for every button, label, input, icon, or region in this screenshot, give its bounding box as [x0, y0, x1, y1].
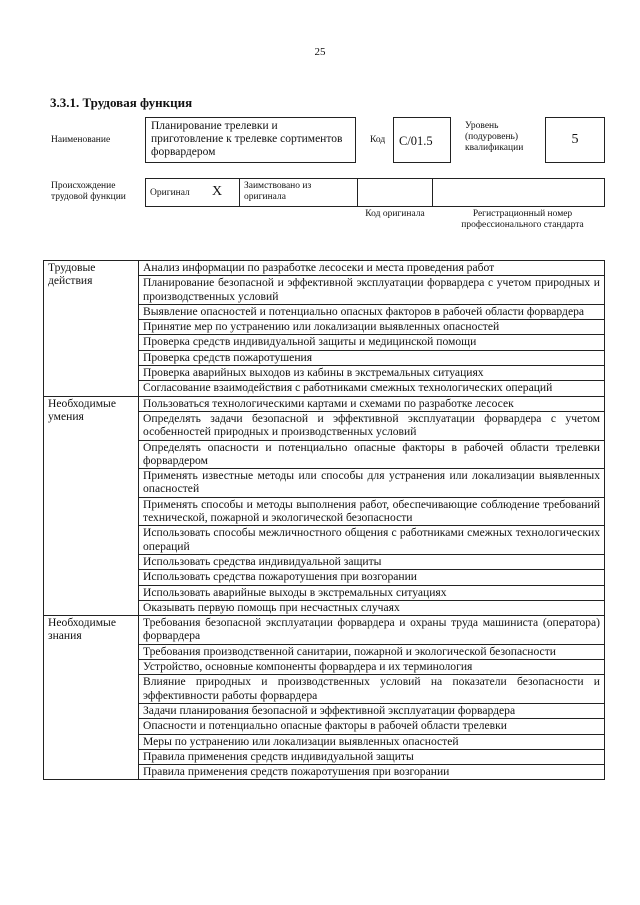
table-cell: Правила применения средств индивидуальной защиты: [139, 749, 605, 764]
code-value: С/01.5: [399, 134, 433, 148]
section-label: Необходимые знания: [44, 616, 139, 780]
table-cell: Задачи планирования безопасной и эффективной эксплуатации форвардера: [139, 703, 605, 718]
section-label: Трудовые действия: [44, 261, 139, 397]
table-cell: Выявление опасностей и потенциально опасных факторов в рабочей области форвардера: [139, 304, 605, 319]
table-cell: Требования производственной санитарии, пожарной и экологической безопасности: [139, 644, 605, 659]
table-cell: Меры по устранению или локализации выявленных опасностей: [139, 734, 605, 749]
origin-divider-1: [239, 178, 240, 207]
name-value-box: [145, 117, 356, 163]
level-value: 5: [571, 132, 579, 147]
reg-number-label: Регистрационный номер профессионального стандарта: [461, 209, 584, 230]
table-cell: Использовать средства пожаротушения при возгорании: [139, 570, 605, 585]
table-cell: Использовать способы межличностного общения с работниками смежных технологических операций: [139, 526, 605, 555]
table-cell: Планирование безопасной и эффективной эксплуатации форвардера с учетом природных и производственных условий: [139, 276, 605, 305]
table-cell: Влияние природных и производственных условий на показатели безопасности и эффективности работы форвардера: [139, 675, 605, 704]
table-cell: Применять известные методы или способы для устранения или локализации выявленных опасностей: [139, 469, 605, 498]
table-cell: Определять задачи безопасной и эффективной эксплуатации форвардера с учетом особенностей природных и производственных условий: [139, 411, 605, 440]
table-cell: Анализ информации по разработке лесосеки и места проведения работ: [139, 261, 605, 276]
table-row: [44, 616, 605, 645]
level-value-box: [545, 117, 605, 163]
code-label: Код: [370, 135, 386, 145]
table-row: [44, 261, 605, 276]
table-cell: Проверка аварийных выходов из кабины в экстремальных ситуациях: [139, 366, 605, 381]
table-cell: Проверка средств индивидуальной защиты и медицинской помощи: [139, 335, 605, 350]
table-cell: Оказывать первую помощь при несчастных случаях: [139, 600, 605, 615]
code-original-label: Код оригинала: [365, 209, 425, 219]
table-cell: Устройство, основные компоненты форвардера и их терминология: [139, 660, 605, 675]
table-cell: Использовать аварийные выходы в экстремальных ситуациях: [139, 585, 605, 600]
table-cell: Проверка средств пожаротушения: [139, 350, 605, 365]
table-cell: Правила применения средств пожаротушения при возгорании: [139, 765, 605, 780]
original-mark: X: [212, 184, 223, 199]
table-cell: Принятие мер по устранению или локализации выявленных опасностей: [139, 320, 605, 335]
level-label: Уровень (подуровень) квалификации: [465, 121, 524, 153]
code-value-box: [393, 117, 451, 163]
table-row: [44, 396, 605, 411]
original-label: Оригинал: [150, 188, 190, 198]
table-cell: Пользоваться технологическими картами и схемами по разработке лесосек: [139, 396, 605, 411]
table-cell: Применять способы и методы выполнения работ, обеспечивающие соблюдение требований технической, пожарной и экологической безопасности: [139, 497, 605, 526]
function-name: Планирование трелевки и приготовление к трелевке сортиментов форвардером: [151, 120, 343, 158]
table-cell: Опасности и потенциально опасные факторы в рабочей области трелевки: [139, 719, 605, 734]
table-cell: Использовать средства индивидуальной защиты: [139, 554, 605, 569]
table-cell: Определять опасности и потенциально опасные факторы в рабочей области трелевки форвардером: [139, 440, 605, 469]
name-label: Наименование: [51, 135, 111, 145]
function-table: [43, 260, 605, 780]
borrowed-label: Заимствовано из оригинала: [244, 181, 312, 202]
section-title: 3.3.1. Трудовая функция: [50, 95, 193, 110]
origin-divider-3: [432, 178, 433, 207]
table-cell: Требования безопасной эксплуатации форвардера и охраны труда машиниста (оператора) форвардера: [139, 616, 605, 645]
origin-divider-2: [357, 178, 358, 207]
section-label: Необходимые умения: [44, 396, 139, 615]
page-number: 25: [314, 46, 326, 58]
origin-label: Происхождение трудовой функции: [51, 181, 126, 202]
table-cell: Согласование взаимодействия с работниками смежных технологических операций: [139, 381, 605, 396]
